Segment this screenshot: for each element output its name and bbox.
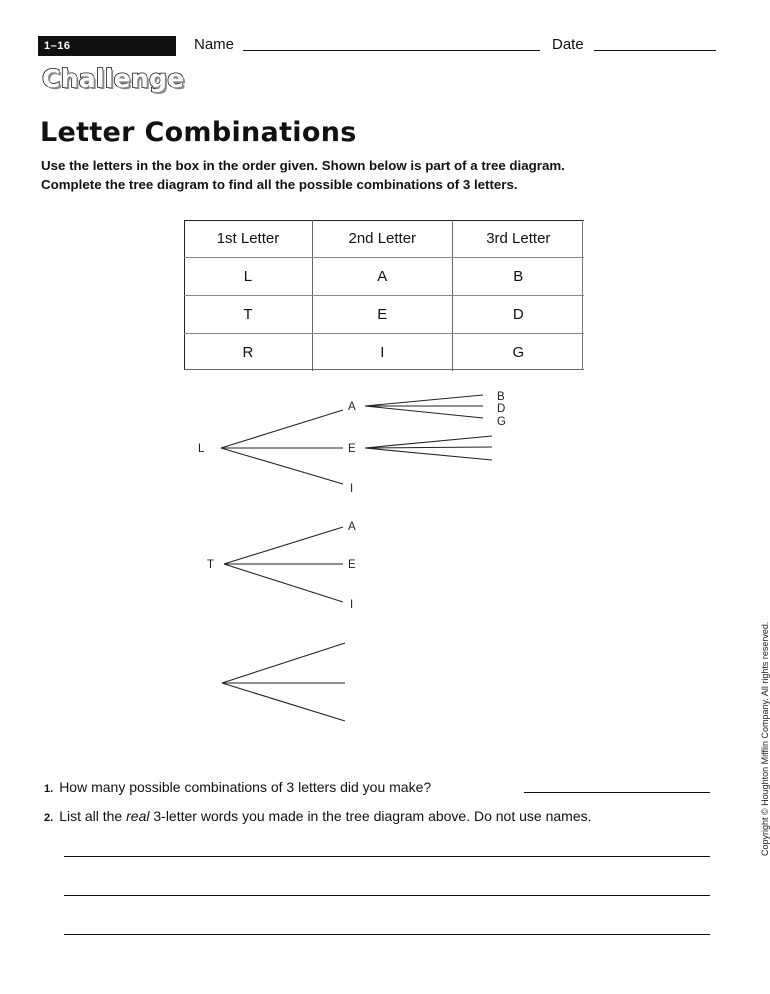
branch-blank-3[interactable] — [222, 683, 345, 721]
branch-l-i — [221, 448, 343, 484]
instructions-line-2: Complete the tree diagram to find all the possible combinations of 3 letters. — [41, 177, 518, 192]
question-2-text-start: List all the — [59, 808, 127, 824]
branch-blank-1[interactable] — [222, 643, 345, 683]
question-1-number: 1. — [44, 783, 54, 795]
lesson-badge: 1–16 — [38, 36, 176, 56]
branch-l-a — [221, 410, 343, 448]
date-label: Date — [552, 36, 584, 53]
branch-t-i — [224, 564, 343, 602]
branch-e-blank-3[interactable] — [365, 448, 492, 460]
table-cell: G — [452, 334, 584, 372]
tree1-root-label: L — [198, 443, 205, 455]
question-2-emphasis: real — [126, 808, 150, 824]
table-cell: B — [452, 258, 584, 296]
tree1-second-label: I — [350, 483, 354, 495]
branch-e-blank-2[interactable] — [365, 447, 492, 448]
tree2-root-label: T — [207, 559, 215, 571]
tree2-second-label: I — [350, 599, 354, 611]
question-1-text: How many possible combinations of 3 letters did you make? — [59, 779, 432, 795]
answer-1-line[interactable] — [524, 792, 710, 793]
answer-2-line-1[interactable] — [64, 856, 710, 857]
branch-t-a — [224, 527, 343, 564]
tree1-third-label: B — [497, 391, 505, 403]
table-header-cell: 3rd Letter — [452, 220, 584, 258]
branch-e-blank-1[interactable] — [365, 436, 492, 448]
tree1-second-label: E — [348, 443, 356, 455]
table-cell: R — [242, 344, 254, 361]
question-2-text-end: 3-letter words you made in the tree diagram above. Do not use names. — [149, 808, 592, 824]
challenge-logo: Challenge — [42, 64, 185, 93]
copyright-notice: Copyright © Houghton Mifflin Company. All rights reserved. — [760, 621, 770, 856]
table-cell: I — [312, 334, 452, 372]
tree1-third-label: D — [497, 403, 506, 415]
answer-2-line-3[interactable] — [64, 934, 710, 935]
page-title: Letter Combinations — [40, 117, 357, 148]
table-cell: A — [312, 258, 452, 296]
answer-2-line-2[interactable] — [64, 895, 710, 896]
branch-a-g — [365, 406, 483, 418]
table-cell: E — [312, 296, 452, 334]
table-cell: D — [452, 296, 584, 334]
branch-a-b — [365, 395, 483, 406]
table-cell: T — [184, 296, 312, 334]
table-header-cell: 2nd Letter — [312, 220, 452, 258]
table-cell: L — [184, 258, 312, 296]
question-2 — [44, 808, 592, 824]
tree2-second-label: E — [348, 559, 356, 571]
tree1-second-label: A — [348, 401, 356, 413]
instructions-line-1: Use the letters in the box in the order given. Shown below is part of a tree diagram. — [41, 158, 565, 173]
question-2-number: 2. — [44, 812, 54, 824]
tree1-third-label: G — [497, 416, 506, 428]
table-header-cell: 1st Letter — [184, 220, 312, 258]
tree2-second-label: A — [348, 521, 356, 533]
question-1 — [44, 779, 431, 795]
name-label: Name — [194, 36, 235, 53]
